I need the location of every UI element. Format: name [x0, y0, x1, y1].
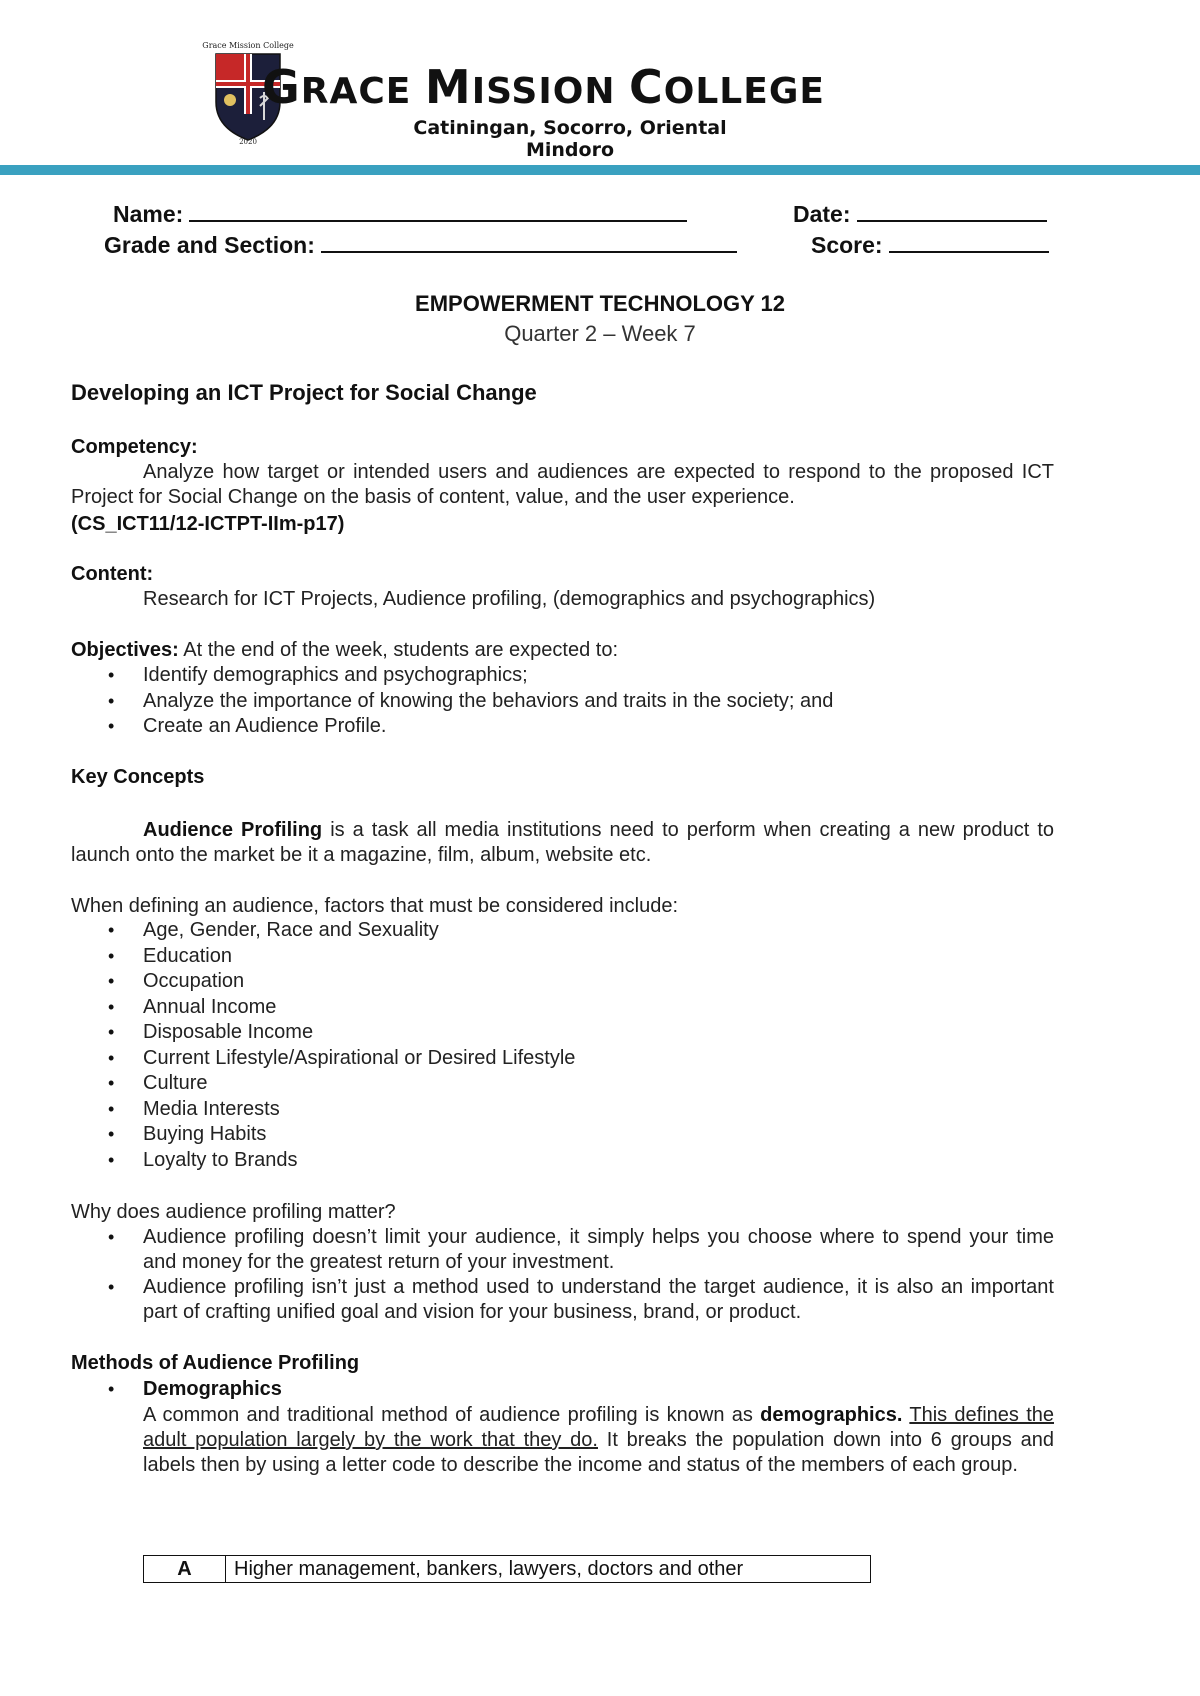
objectives-intro: At the end of the week, students are expected to: [183, 639, 619, 661]
group-description: Higher management, bankers, lawyers, doctors and other [226, 1556, 871, 1583]
demographics-underlined: This defines the adult population largely by the work that they do. [143, 1404, 1055, 1451]
list-item-text: Audience profiling doesn’t limit your audience, it simply helps you choose where to spend your time and money for the greatest return of your investment. [143, 1226, 1054, 1273]
grade-section-blank-line[interactable] [321, 231, 737, 253]
list-item-text: Age, Gender, Race and Sexuality [143, 919, 439, 941]
date-label: Date: [793, 201, 851, 227]
bullet-icon: • [108, 1022, 115, 1042]
list-item-text: Buying Habits [143, 1123, 267, 1145]
list-item-text: Identify demographics and psychographics; [143, 664, 528, 686]
name-label: Name: [113, 201, 184, 227]
list-item-text: Occupation [143, 970, 245, 992]
demographics-text-2: It breaks the population down into 6 groups and labels then by using a letter code to describe the income and status of the members of each group. [143, 1429, 1055, 1476]
bullet-icon: • [108, 1227, 115, 1247]
college-name [262, 60, 825, 114]
score-field[interactable] [811, 231, 1049, 259]
list-item [108, 1225, 1054, 1275]
bullet-icon: • [108, 1098, 115, 1119]
why-question: Why does audience profiling matter? [71, 1201, 396, 1223]
list-item [108, 1046, 575, 1072]
list-item [108, 969, 575, 995]
name-field[interactable] [113, 200, 687, 228]
college-address: Catiningan, Socorro, Oriental Mindoro [413, 117, 727, 161]
list-item-text: Audience profiling isn’t just a method used to understand the target audience, it is also an important part of crafting unified goal and vision for your business, brand, or product. [143, 1276, 1054, 1323]
content-label: Content: [71, 563, 154, 585]
list-item [108, 944, 575, 970]
list-item [108, 1122, 575, 1148]
factors-list [108, 918, 575, 1173]
college-name-part: RACE [300, 71, 425, 112]
score-label: Score: [811, 232, 883, 258]
document-subtitle: Quarter 2 – Week 7 [504, 321, 696, 346]
table-row [144, 1556, 871, 1583]
bullet-icon: • [108, 971, 115, 991]
college-name-part: ISSION [471, 71, 629, 112]
list-item [108, 1148, 575, 1174]
college-name-part: OLLEGE [663, 71, 825, 112]
demographics-table [143, 1555, 871, 1583]
list-item-text: Annual Income [143, 995, 277, 1018]
list-item [108, 918, 575, 944]
bullet-icon: • [108, 690, 115, 711]
college-name-initial: C [628, 60, 664, 114]
list-item-text: Media Interests [143, 1097, 280, 1120]
methods-list [108, 1377, 282, 1403]
methods-label: Methods of Audience Profiling [71, 1352, 360, 1374]
content-text: Research for ICT Projects, Audience profiling, (demographics and psychographics) [143, 588, 876, 610]
svg-text:Grace Mission College: Grace Mission College [202, 41, 294, 50]
objectives-label: Objectives: [71, 639, 179, 661]
list-item [108, 1020, 575, 1046]
list-item [108, 663, 833, 689]
list-item-text: Loyalty to Brands [143, 1148, 298, 1171]
demographics-paragraph [143, 1403, 1054, 1478]
demographics-label: Demographics [143, 1378, 282, 1400]
bullet-icon: • [108, 1379, 115, 1399]
bullet-icon: • [108, 945, 115, 966]
college-name-initial: G [262, 60, 301, 114]
list-item-text: Current Lifestyle/Aspirational or Desired Lifestyle [143, 1046, 576, 1069]
audience-profiling-paragraph [71, 818, 1054, 868]
document-title: EMPOWERMENT TECHNOLOGY 12 [415, 291, 785, 316]
bullet-icon: • [108, 1047, 115, 1068]
list-item [108, 714, 833, 740]
date-field[interactable] [793, 200, 1047, 228]
audience-profiling-definition: is a task all media institutions need to perform when creating a new product to launch onto the market be it a magazine, film, album, website etc. [71, 819, 1054, 866]
grade-section-label: Grade and Section: [104, 232, 315, 258]
competency-label: Competency: [71, 436, 198, 458]
list-item [108, 1097, 575, 1123]
demographics-term: demographics. [760, 1404, 903, 1426]
bullet-icon: • [108, 1073, 115, 1093]
grade-section-field[interactable] [104, 231, 737, 259]
list-item-text: Analyze the importance of knowing the behaviors and traits in the society; and [143, 689, 834, 712]
date-blank-line[interactable] [857, 200, 1047, 222]
key-concepts-label: Key Concepts [71, 766, 205, 788]
objectives-line [71, 638, 618, 663]
factors-intro: When defining an audience, factors that must be considered include: [71, 895, 679, 917]
why-list [108, 1225, 1054, 1325]
logo-year: 2020 [239, 138, 257, 146]
audience-profiling-term: Audience Profiling [143, 819, 323, 841]
list-item [108, 1377, 282, 1403]
demographics-text-1: A common and traditional method of audience profiling is known as [143, 1404, 753, 1426]
list-item [108, 1275, 1054, 1325]
bullet-icon: • [108, 716, 115, 736]
bullet-icon: • [108, 665, 115, 685]
score-blank-line[interactable] [889, 231, 1049, 253]
competency-text: Analyze how target or intended users and audiences are expected to respond to the proposed ICT Project for Social Change on the basis of content, value, and the user experience. [71, 461, 1054, 508]
bullet-icon: • [108, 996, 115, 1017]
bullet-icon: • [108, 1149, 115, 1170]
list-item [108, 1071, 575, 1097]
name-blank-line[interactable] [189, 200, 687, 222]
list-item [108, 689, 833, 715]
bullet-icon: • [108, 1277, 115, 1297]
bullet-icon: • [108, 920, 115, 940]
lesson-heading: Developing an ICT Project for Social Change [71, 380, 537, 405]
objectives-list [108, 663, 833, 740]
header-divider-bar [0, 165, 1200, 175]
list-item-text: Disposable Income [143, 1021, 314, 1043]
list-item-text: Create an Audience Profile. [143, 715, 387, 737]
college-name-initial: M [424, 60, 472, 114]
list-item-text: Education [143, 944, 232, 967]
group-code: A [144, 1556, 226, 1583]
bullet-icon: • [108, 1124, 115, 1144]
list-item [108, 995, 575, 1021]
list-item-text: Culture [143, 1072, 208, 1094]
competency-code: (CS_ICT11/12-ICTPT-IIm-p17) [71, 513, 345, 535]
